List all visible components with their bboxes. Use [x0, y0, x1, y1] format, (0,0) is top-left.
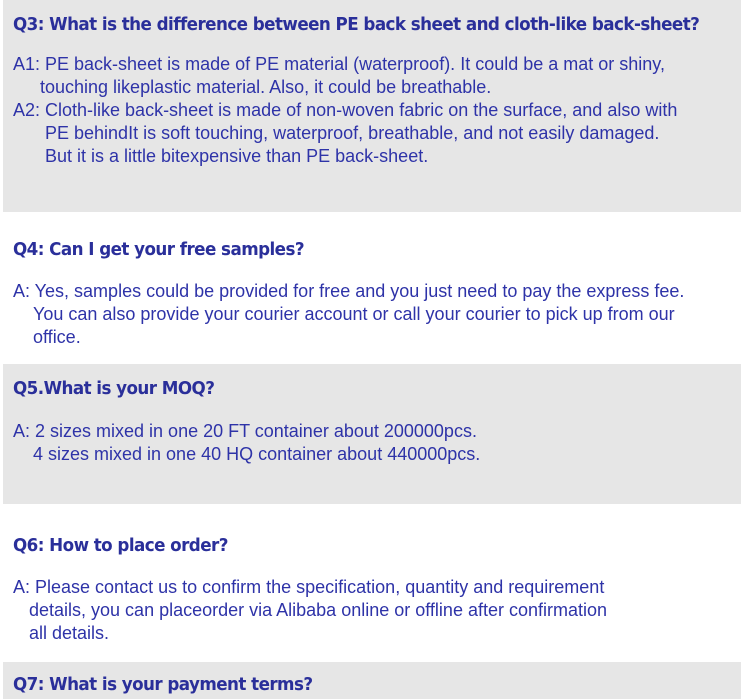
answer-line: 4 sizes mixed in one 40 HQ container about 440000pcs. — [33, 444, 481, 464]
faq-answer — [13, 53, 677, 168]
faq-item-q4 — [3, 212, 741, 364]
answer-line: A2: Cloth-like back-sheet is made of non-woven fabric on the surface, and also with — [13, 100, 678, 120]
answer-line: PE behindIt is soft touching, waterproof, breathable, and not easily damaged. — [45, 123, 660, 143]
answer-line: details, you can placeorder via Alibaba online or offline after confirmation — [29, 600, 608, 620]
faq-question: Q5.What is your MOQ? — [13, 378, 215, 399]
faq-item-q6 — [3, 504, 741, 662]
faq-answer — [13, 576, 607, 645]
faq-question: Q7: What is your payment terms? — [13, 674, 313, 695]
answer-line: A: Please contact us to confirm the specification, quantity and requirement — [13, 577, 605, 597]
answer-line: You can also provide your courier account or call your courier to pick up from our — [33, 304, 675, 324]
answer-line: touching likeplastic material. Also, it could be breathable. — [40, 77, 492, 97]
answer-line: all details. — [29, 623, 110, 643]
answer-line: A: Yes, samples could be provided for free and you just need to pay the express fee. — [13, 281, 685, 301]
answer-line: But it is a little bitexpensive than PE back-sheet. — [45, 146, 429, 166]
faq-answer — [13, 280, 684, 349]
faq-answer — [13, 420, 480, 466]
answer-line: A1: PE back-sheet is made of PE material (waterproof). It could be a mat or shiny, — [13, 54, 665, 74]
faq-question: Q3: What is the difference between PE back sheet and cloth-like back-sheet? — [13, 14, 700, 35]
faq-item-q5 — [3, 364, 741, 504]
answer-line: office. — [33, 327, 81, 347]
faq-item-q7 — [3, 662, 741, 699]
answer-line: A: 2 sizes mixed in one 20 FT container about 200000pcs. — [13, 421, 477, 441]
faq-item-q3 — [3, 0, 741, 212]
faq-question: Q6: How to place order? — [13, 535, 228, 556]
faq-question: Q4: Can I get your free samples? — [13, 239, 305, 260]
